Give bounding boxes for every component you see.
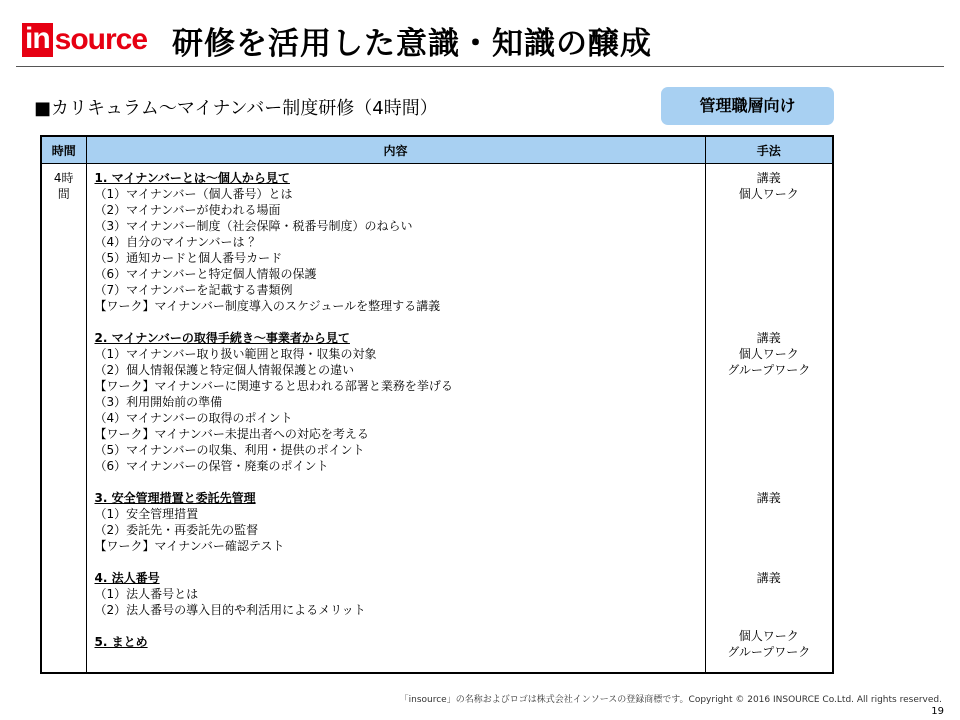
method-label: グループワーク	[727, 645, 811, 659]
method-group-4	[714, 570, 825, 586]
list-item: （2）個人情報保護と特定個人情報保護との違い	[94, 363, 355, 377]
list-item: （1）安全管理措置	[94, 507, 199, 521]
method-label: 講義	[756, 571, 781, 585]
column-header-content: 内容	[86, 136, 705, 164]
list-item: （5）マイナンバーの収集、利用・提供のポイント	[94, 443, 365, 457]
list-item: （3）利用開始前の準備	[94, 395, 223, 409]
list-item: （1）マイナンバー（個人番号）とは	[94, 187, 293, 201]
insource-logo	[22, 24, 147, 56]
column-header-method: 手法	[705, 136, 833, 164]
content-cell	[86, 164, 705, 674]
method-label: 個人ワーク	[738, 187, 799, 201]
copyright-footer: 「insource」の名称およびロゴは株式会社インソースの登録商標です。Copyright © 2016 INSOURCE Co.Ltd. All rights reserved.	[399, 695, 942, 705]
method-label: 講義	[756, 171, 781, 185]
list-item: （2）法人番号の導入目的や利活用によるメリット	[94, 603, 366, 617]
slide-title: 研修を活用した意識・知識の醸成	[172, 26, 652, 62]
method-label: 講義	[756, 331, 781, 345]
list-item: （7）マイナンバーを記載する書類例	[94, 283, 293, 297]
method-label: 個人ワーク	[738, 629, 799, 643]
list-item: （1）法人番号とは	[94, 587, 199, 601]
list-item: （6）マイナンバーと特定個人情報の保護	[94, 267, 317, 281]
method-label: 個人ワーク	[738, 347, 799, 361]
logo-in-mark: in	[22, 23, 53, 57]
list-item: （2）委託先・再委託先の監督	[94, 523, 259, 537]
section-heading: 2. マイナンバーの取得手続き～事業者から見て	[94, 331, 350, 345]
section-2	[95, 330, 697, 474]
method-label: グループワーク	[727, 363, 811, 377]
logo-source-text: source	[54, 23, 148, 56]
method-label: 講義	[756, 491, 781, 505]
method-group-1	[714, 170, 825, 202]
section-heading: 4. 法人番号	[94, 571, 160, 585]
section-4	[95, 570, 697, 618]
list-item: 【ワーク】マイナンバー未提出者への対応を考える	[94, 427, 369, 441]
list-item: （1）マイナンバー取り扱い範囲と取得・収集の対象	[94, 347, 377, 361]
section-heading: 5. まとめ	[94, 635, 148, 649]
section-3	[95, 490, 697, 554]
list-item: 【ワーク】マイナンバー制度導入のスケジュールを整理する講義	[94, 299, 441, 313]
curriculum-table	[40, 135, 834, 674]
method-cell	[705, 164, 833, 674]
table-row	[41, 164, 833, 674]
method-group-5	[714, 628, 825, 660]
list-item: 【ワーク】マイナンバーに関連すると思われる部署と業務を挙げる	[94, 379, 453, 393]
table-header-row	[41, 136, 833, 164]
section-5	[95, 634, 697, 650]
method-group-2	[714, 330, 825, 378]
list-item: 【ワーク】マイナンバー確認テスト	[94, 539, 285, 553]
list-item: （2）マイナンバーが使われる場面	[94, 203, 281, 217]
method-group-3	[714, 490, 825, 506]
target-audience-badge: 管理職層向け	[661, 87, 834, 125]
time-cell: 4時間	[41, 164, 86, 674]
column-header-time: 時間	[41, 136, 86, 164]
section-heading: 3. 安全管理措置と委託先管理	[94, 491, 256, 505]
list-item: （5）通知カードと個人番号カード	[94, 251, 283, 265]
list-item: （6）マイナンバーの保管・廃棄のポイント	[94, 459, 329, 473]
list-item: （4）自分のマイナンバーは ？	[94, 235, 261, 249]
title-divider	[16, 66, 944, 67]
list-item: （4）マイナンバーの取得のポイント	[94, 411, 293, 425]
page-number: 19	[931, 706, 944, 717]
section-heading: 1. マイナンバーとは～個人から見て	[94, 171, 290, 185]
curriculum-subtitle: ■カリキュラム～マイナンバー制度研修（4時間）	[34, 98, 438, 119]
section-1	[95, 170, 697, 314]
list-item: （3）マイナンバー制度（社会保障・税番号制度）のねらい	[94, 219, 413, 233]
